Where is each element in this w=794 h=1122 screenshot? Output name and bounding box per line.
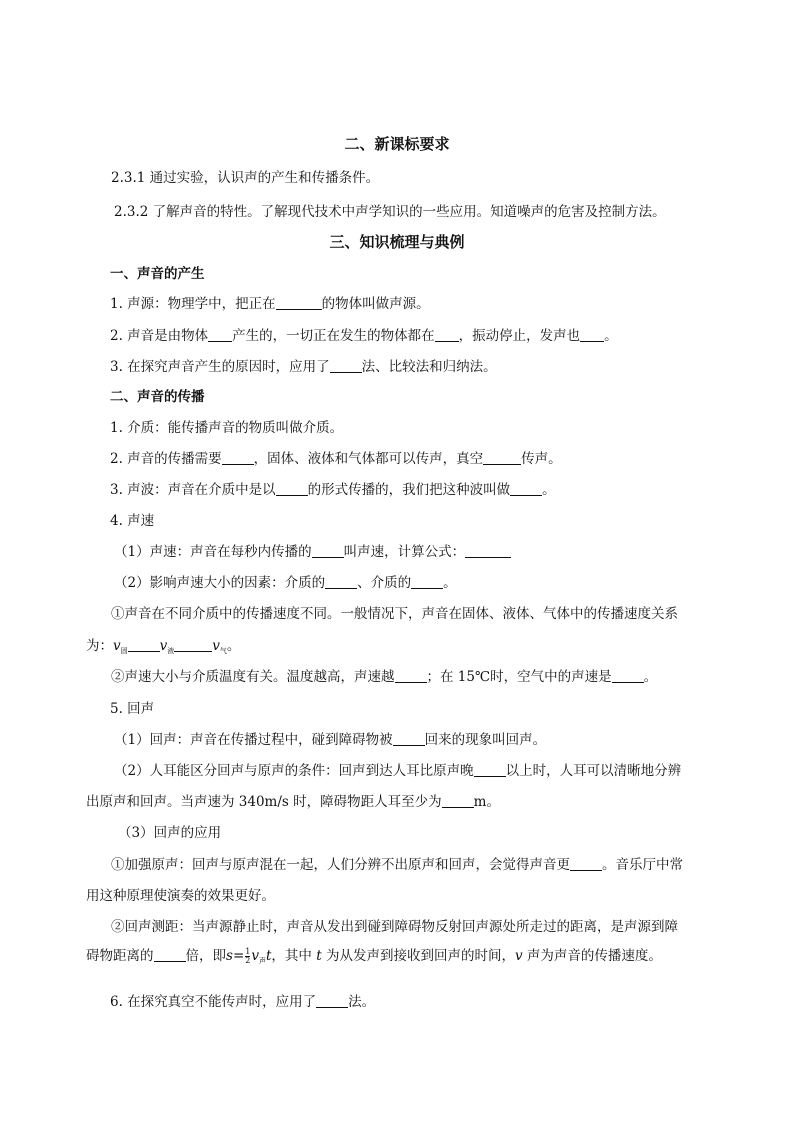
symbol-v: v <box>113 638 121 654</box>
item-speed-media-line1: ①声音在不同介质中的传播速度不同。一般情况下，声音在固体、液体、气体中的传播速度关系 <box>111 606 678 622</box>
text: 产生的，一切正在发生的物体都在 <box>232 328 435 344</box>
fill-blank <box>393 732 425 746</box>
fill-blank <box>442 794 474 808</box>
fill-blank <box>208 328 232 342</box>
symbol-v: v <box>159 638 168 654</box>
item-speed-factors <box>114 571 794 591</box>
subscript-solid: 固 <box>120 647 128 655</box>
item-speed-media-line2 <box>86 634 794 656</box>
text: 3. 在探究声音产生的原因时，应用了 <box>110 359 330 375</box>
text: 传声。 <box>521 451 562 467</box>
fill-blank <box>128 638 160 652</box>
item-sound-speed-heading: 4. 声速 <box>110 513 155 529</box>
subscript-gas: 气 <box>219 647 227 655</box>
item-echo-applications: （3）回声的应用 <box>118 825 222 841</box>
symbol-v: v <box>212 638 220 654</box>
subsection-title-sound-propagation: 二、声音的传播 <box>110 389 205 405</box>
text: 叫声速，计算公式： <box>343 544 466 560</box>
text: 。 <box>643 669 658 685</box>
text: 。 <box>542 482 556 498</box>
item-echo-heading: 5. 回声 <box>110 701 155 717</box>
text: 。 <box>443 575 457 591</box>
symbol-v: v <box>251 948 259 964</box>
fill-blank <box>312 544 344 558</box>
text: 出原声和回声。当声速为 340m/s 时，障碍物距人耳至少为 <box>86 794 442 810</box>
formula-fraction <box>245 948 250 965</box>
text: 以上时，人耳可以清晰地分辨 <box>505 763 682 779</box>
text: 2. 声音的传播需要 <box>110 451 222 467</box>
subscript-sound: 声 <box>258 957 266 965</box>
text: 3. 声波：声音在介质中是以 <box>110 482 276 498</box>
text: 碍物距离的 <box>86 948 154 964</box>
fill-blank <box>474 763 506 777</box>
text: ，固体、液体和气体都可以传声，真空 <box>253 451 484 467</box>
fill-blank <box>325 575 357 589</box>
fill-blank <box>154 948 186 962</box>
text: 的形式传播的，我们把这种波叫做 <box>307 482 511 498</box>
subsection-title-sound-production: 一、声音的产生 <box>110 266 205 282</box>
text: 。 <box>604 328 618 344</box>
fill-blank <box>435 328 459 342</box>
text: 为： <box>86 638 113 654</box>
fraction-denominator: 2 <box>245 956 251 965</box>
text: ①加强原声：回声与原声混在一起，人们分辨不出原声和回声，会觉得声音更 <box>111 857 570 873</box>
text: 为从发声到接收到回声的时间， <box>325 948 515 964</box>
fill-blank <box>570 857 602 871</box>
fraction-numerator: 1 <box>245 947 251 956</box>
fill-blank <box>483 451 521 465</box>
item-sound-source <box>110 292 794 312</box>
formula-equals: = <box>232 948 245 964</box>
text: 、介质的 <box>357 575 412 591</box>
item-sound-vibration <box>110 324 794 344</box>
fill-blank <box>465 544 511 558</box>
fill-blank <box>316 994 348 1008</box>
item-propagation-needs <box>110 447 794 467</box>
text: 的物体叫做声源。 <box>321 296 430 312</box>
symbol-t: t <box>316 948 322 964</box>
item-echo-enhance-line2: 用这种原理使演奏的效果更好。 <box>86 888 275 904</box>
text: 声为声音的传播速度。 <box>526 948 662 964</box>
item-echo-ranging-line1: ②回声测距：当声源静止时，声音从发出到碰到障碍物反射回声源处所走过的距离，是声源到障 <box>111 919 678 935</box>
text: （2）人耳能区分回声与原声的条件：回声到达人耳比原声晚 <box>114 763 474 779</box>
subscript-liquid: 液 <box>167 647 175 655</box>
fill-blank <box>276 296 322 310</box>
formula-s: s <box>226 948 233 964</box>
item-echo-enhance-line1 <box>111 853 794 873</box>
section-title-knowledge: 三、知识梳理与典例 <box>329 233 465 251</box>
text: ，振动停止，发声也 <box>458 328 581 344</box>
item-explore-method <box>110 355 794 375</box>
item-medium: 1. 介质：能传播声音的物质叫做介质。 <box>110 420 344 436</box>
fill-blank <box>612 669 644 683</box>
item-vacuum-method <box>110 990 794 1010</box>
text: 法。 <box>348 994 376 1010</box>
text: ②声速大小与介质温度有关。温度越高，声速越 <box>111 669 395 685</box>
requirement-1: 2.3.1 通过实验，认识声的产生和传播条件。 <box>111 170 380 186</box>
formula-t: t <box>265 948 272 964</box>
fill-blank <box>580 328 604 342</box>
text: （2）影响声速大小的因素：介质的 <box>114 575 326 591</box>
fill-blank <box>276 482 308 496</box>
text: （1）回声：声音在传播过程中，碰到障碍物被 <box>114 732 393 748</box>
text: 。 <box>226 638 241 654</box>
text: 6. 在探究真空不能传声时，应用了 <box>110 994 317 1010</box>
item-echo-condition-line1 <box>114 759 794 779</box>
item-echo-condition-line2 <box>86 790 794 810</box>
symbol-v: v <box>514 948 523 964</box>
text: 回来的现象叫回声。 <box>424 732 547 748</box>
text: 倍，即 <box>185 948 226 964</box>
fill-blank <box>395 669 427 683</box>
text: m。 <box>473 794 500 810</box>
fill-blank <box>174 638 212 652</box>
item-echo-definition <box>114 728 794 748</box>
item-speed-temperature <box>111 665 794 685</box>
text: ；在 15℃时，空气中的声速是 <box>426 669 612 685</box>
requirement-2: 2.3.2 了解声音的特性。了解现代技术中声学知识的一些应用。知道噪声的危害及控制方法。 <box>114 204 666 220</box>
fill-blank <box>222 451 254 465</box>
text: 1. 声源：物理学中，把正在 <box>110 296 276 312</box>
text: 法、比较法和归纳法。 <box>361 359 497 375</box>
fill-blank <box>330 359 362 373</box>
text: ，其中 <box>271 948 312 964</box>
item-echo-ranging-line2 <box>86 944 794 966</box>
fill-blank <box>510 482 542 496</box>
text: 。音乐厅中常 <box>602 857 683 873</box>
text: 2. 声音是由物体 <box>110 328 209 344</box>
text: （1）声速：声音在每秒内传播的 <box>114 544 312 560</box>
item-speed-definition <box>114 540 794 560</box>
fill-blank <box>411 575 443 589</box>
section-title-requirements: 二、新课标要求 <box>344 135 450 153</box>
item-sound-wave <box>110 478 794 498</box>
